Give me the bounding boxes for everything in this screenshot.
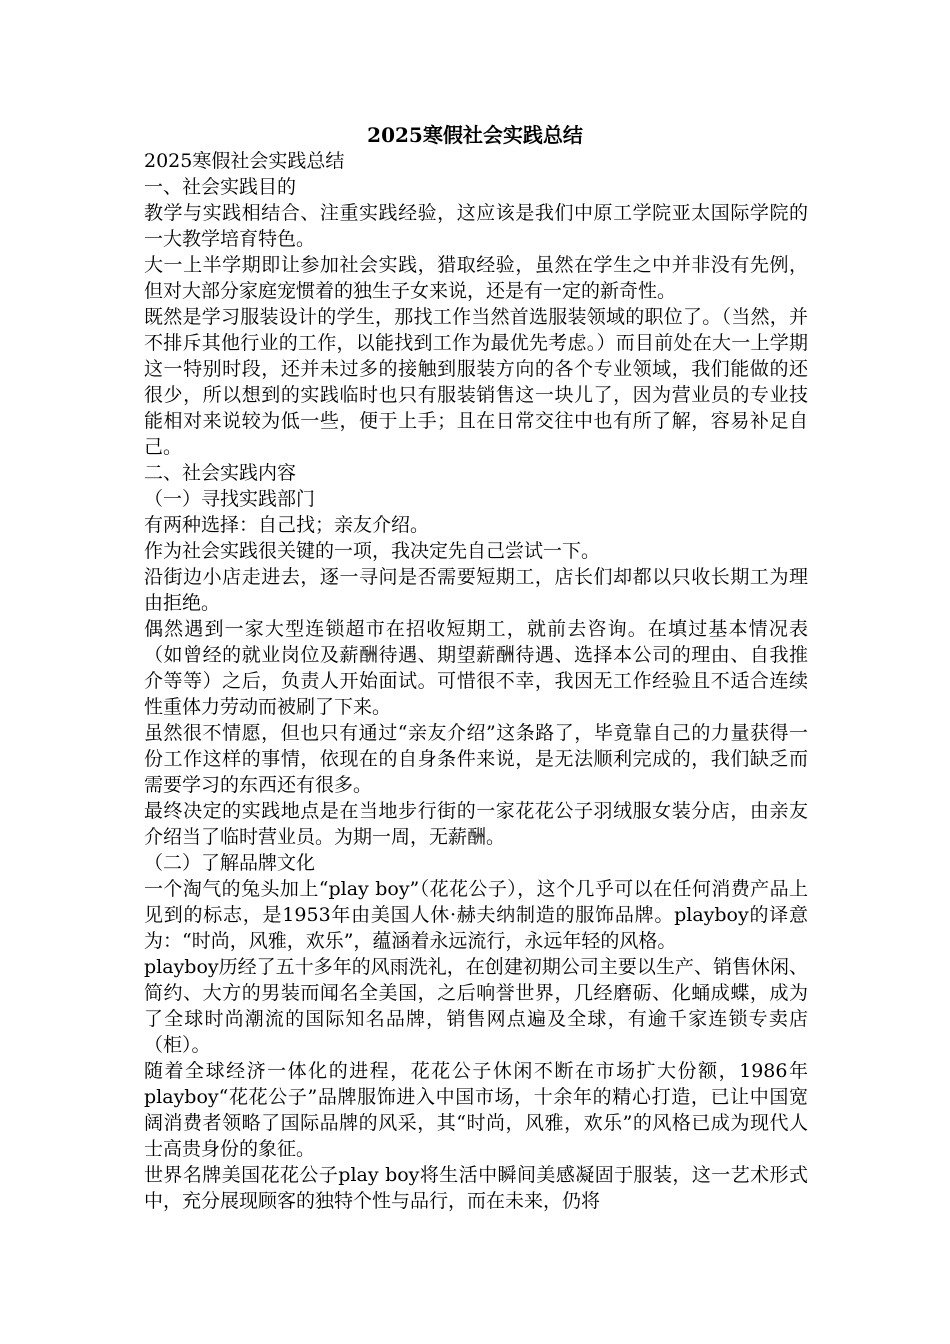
- paragraph: 随着全球经济一体化的进程，花花公子休闲不断在市场扩大份额，1986年playboy“花花公子”品牌服饰进入中国市场，十余年的精心打造，已让中国宽阔消费者领略了国际品牌的风采，其“时尚，风雅，欢乐”的风格已成为现代人士高贵身份的象征。: [144, 1060, 808, 1160]
- paragraph: 作为社会实践很关键的一项，我决定先自己尝试一下。: [144, 540, 601, 562]
- paragraph: 世界名牌美国花花公子play boy将生活中瞬间美感凝固于服装，这一艺术形式中，充分展现顾客的独特个性与品行，而在未来，仍将: [144, 1164, 808, 1212]
- paragraph: 教学与实践相结合、注重实践经验，这应该是我们中原工学院亚太国际学院的一大教学培育特色。: [144, 202, 808, 250]
- subsection-heading-brand-culture: （二）了解品牌文化: [144, 852, 316, 874]
- paragraph: 沿街边小店走进去，逐一寻问是否需要短期工，店长们却都以只收长期工为理由拒绝。: [144, 566, 808, 614]
- paragraph: 有两种选择：自己找；亲友介绍。: [144, 514, 430, 536]
- document-title: 2025寒假社会实践总结: [367, 123, 583, 147]
- subsection-heading-find-department: （一）寻找实践部门: [144, 488, 316, 510]
- document-subtitle: 2025寒假社会实践总结: [144, 150, 345, 172]
- paragraph: playboy历经了五十多年的风雨洗礼，在创建初期公司主要以生产、销售休闲、简约、大方的男装而闻名全美国，之后响誉世界，几经磨砺、化蛹成蝶，成为了全球时尚潮流的国际知名品牌，销售网点遍及全球，有逾千家连锁专卖店（柜）。: [144, 956, 808, 1056]
- section-heading-content: 二、社会实践内容: [144, 462, 297, 484]
- paragraph: 最终决定的实践地点是在当地步行街的一家花花公子羽绒服女装分店，由亲友介绍当了临时营业员。为期一周，无薪酬。: [144, 800, 808, 848]
- paragraph: 虽然很不情愿，但也只有通过“亲友介绍”这条路了，毕竟靠自己的力量获得一份工作这样的事情，依现在的自身条件来说，是无法顺利完成的，我们缺乏而需要学习的东西还有很多。: [144, 722, 808, 796]
- document-body: [144, 148, 808, 1214]
- paragraph: 既然是学习服装设计的学生，那找工作当然首选服装领域的职位了。（当然，并不排斥其他行业的工作，以能找到工作为最优先考虑。）而目前处在大一上学期这一特别时段，还并未过多的接触到服装方向的各个专业领域，我们能做的还很少，所以想到的实践临时也只有服装销售这一块儿了，因为营业员的专业技能相对来说较为低一些，便于上手；且在日常交往中也有所了解，容易补足自己。: [144, 306, 808, 458]
- paragraph: 大一上半学期即让参加社会实践，猎取经验，虽然在学生之中并非没有先例，但对大部分家庭宠惯着的独生子女来说，还是有一定的新奇性。: [144, 254, 808, 302]
- section-heading-purpose: 一、社会实践目的: [144, 176, 297, 198]
- paragraph: 偶然遇到一家大型连锁超市在招收短期工，就前去咨询。在填过基本情况表（如曾经的就业岗位及薪酬待遇、期望薪酬待遇、选择本公司的理由、自我推介等等）之后，负责人开始面试。可惜很不幸，我因无工作经验且不适合连续性重体力劳动而被刷了下来。: [144, 618, 808, 718]
- paragraph: 一个淘气的兔头加上“play boy”（花花公子），这个几乎可以在任何消费产品上见到的标志，是1953年由美国人休·赫夫纳制造的服饰品牌。playboy的译意为：“时尚，风雅，欢乐”，蕴涵着永远流行，永远年轻的风格。: [144, 878, 808, 952]
